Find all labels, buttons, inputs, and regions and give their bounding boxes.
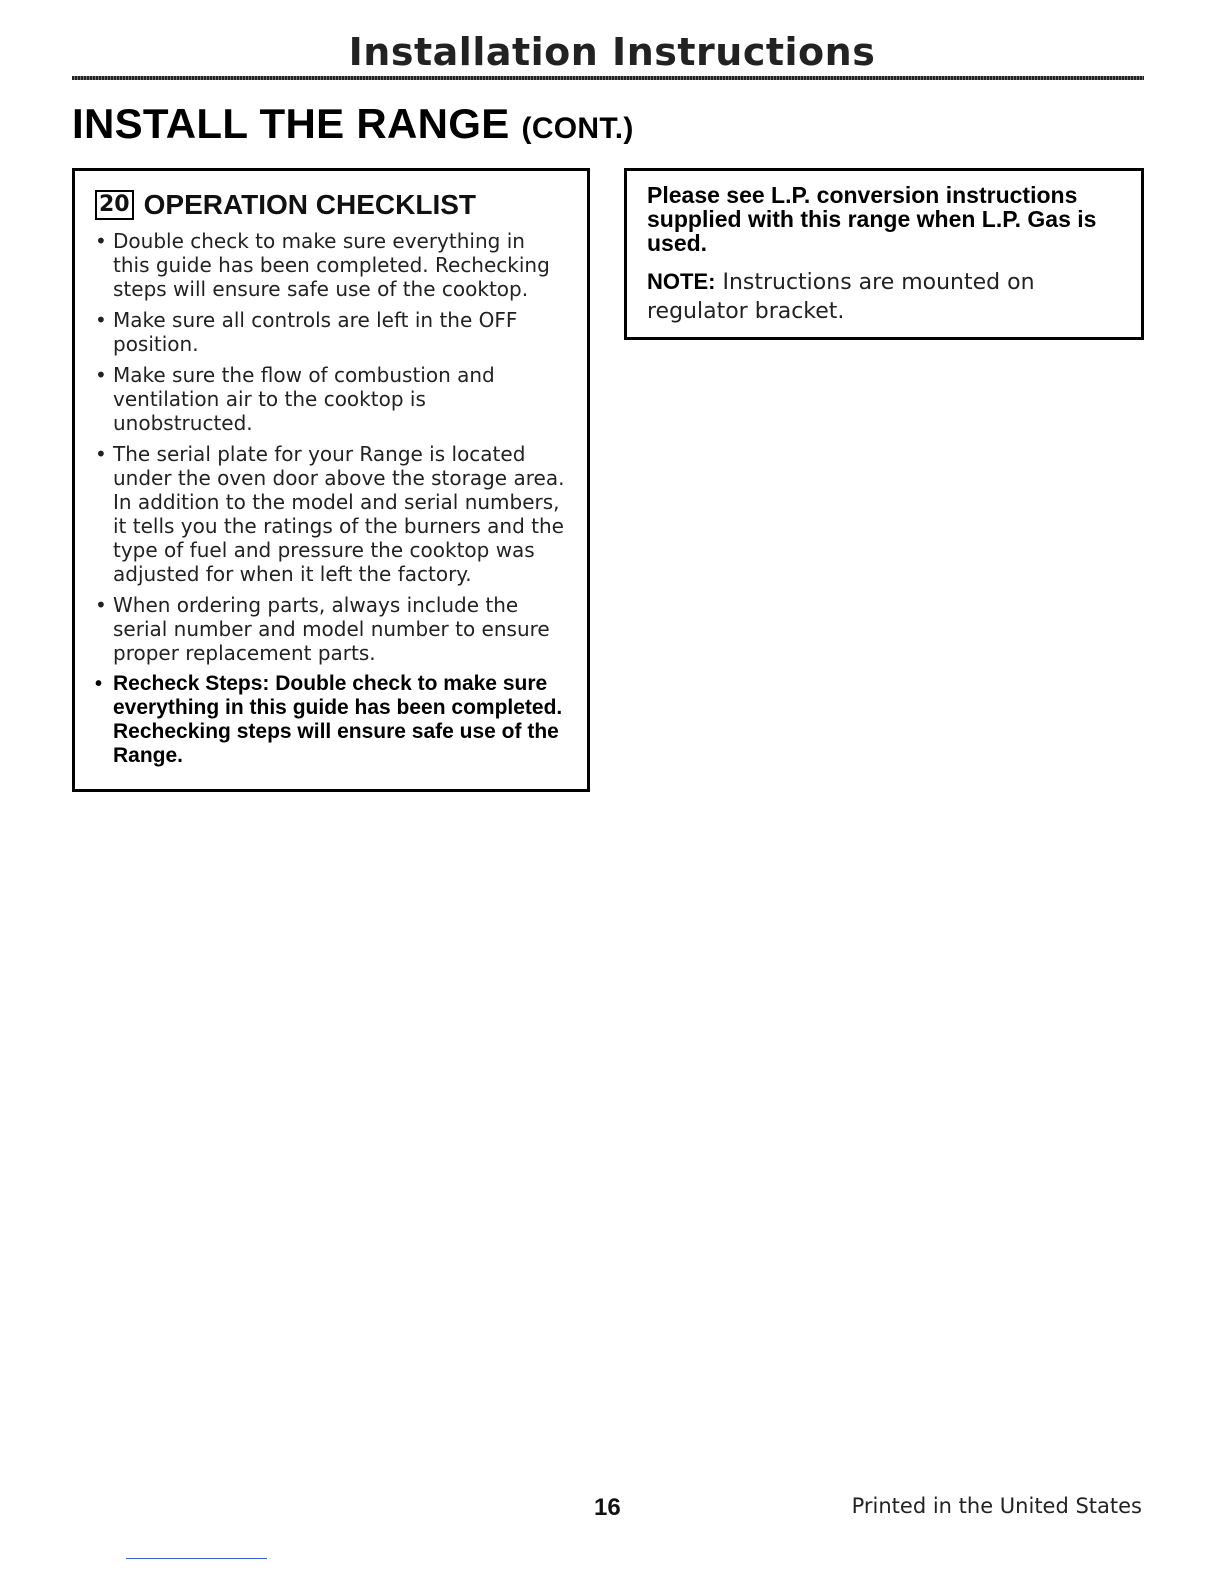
page-number: 16 [594, 1494, 621, 1521]
checklist-heading [95, 189, 565, 221]
section-title-cont: (CONT.) [521, 112, 634, 145]
header-divider [72, 76, 1144, 80]
printed-notice: Printed in the United States [851, 1494, 1142, 1518]
section-title-text: INSTALL THE RANGE [72, 100, 510, 147]
lp-conversion-notice: Please see L.P. conversion instructions supplied with this range when L.P. Gas is used. [647, 182, 1097, 256]
step-number-badge: 20 [95, 190, 134, 220]
note-text: Instructions are mounted on regulator bracket. [647, 270, 1035, 324]
footer-divider [126, 1558, 267, 1559]
lp-note [647, 267, 1123, 326]
note-label: NOTE: [647, 269, 716, 294]
lp-conversion-box [624, 168, 1144, 340]
page-header-title: Installation Instructions [348, 30, 876, 74]
checklist-item-recheck: • Recheck Steps: Double check to make sure everything in this guide has been completed. Rechecking steps will ensure safe use of the Range. [95, 672, 565, 768]
checklist-item: • Make sure the flow of combustion and ventilation air to the cooktop is unobstructed. [95, 363, 565, 435]
checklist-title: OPERATION CHECKLIST [143, 189, 477, 220]
checklist-item: • Double check to make sure everything in this guide has been completed. Rechecking steps will ensure safe use of the cooktop. [95, 229, 565, 301]
operation-checklist-box [72, 168, 590, 792]
checklist-list [95, 229, 565, 768]
checklist-item: • Make sure all controls are left in the OFF position. [95, 308, 565, 356]
checklist-item: • The serial plate for your Range is located under the oven door above the storage area. In addition to the model and serial numbers, it tells you the ratings of the burners and the type of fuel and pressure the cooktop was adjusted for when it left the factory. [95, 442, 565, 586]
section-title [72, 100, 634, 148]
checklist-item: • When ordering parts, always include the serial number and model number to ensure proper replacement parts. [95, 593, 565, 665]
